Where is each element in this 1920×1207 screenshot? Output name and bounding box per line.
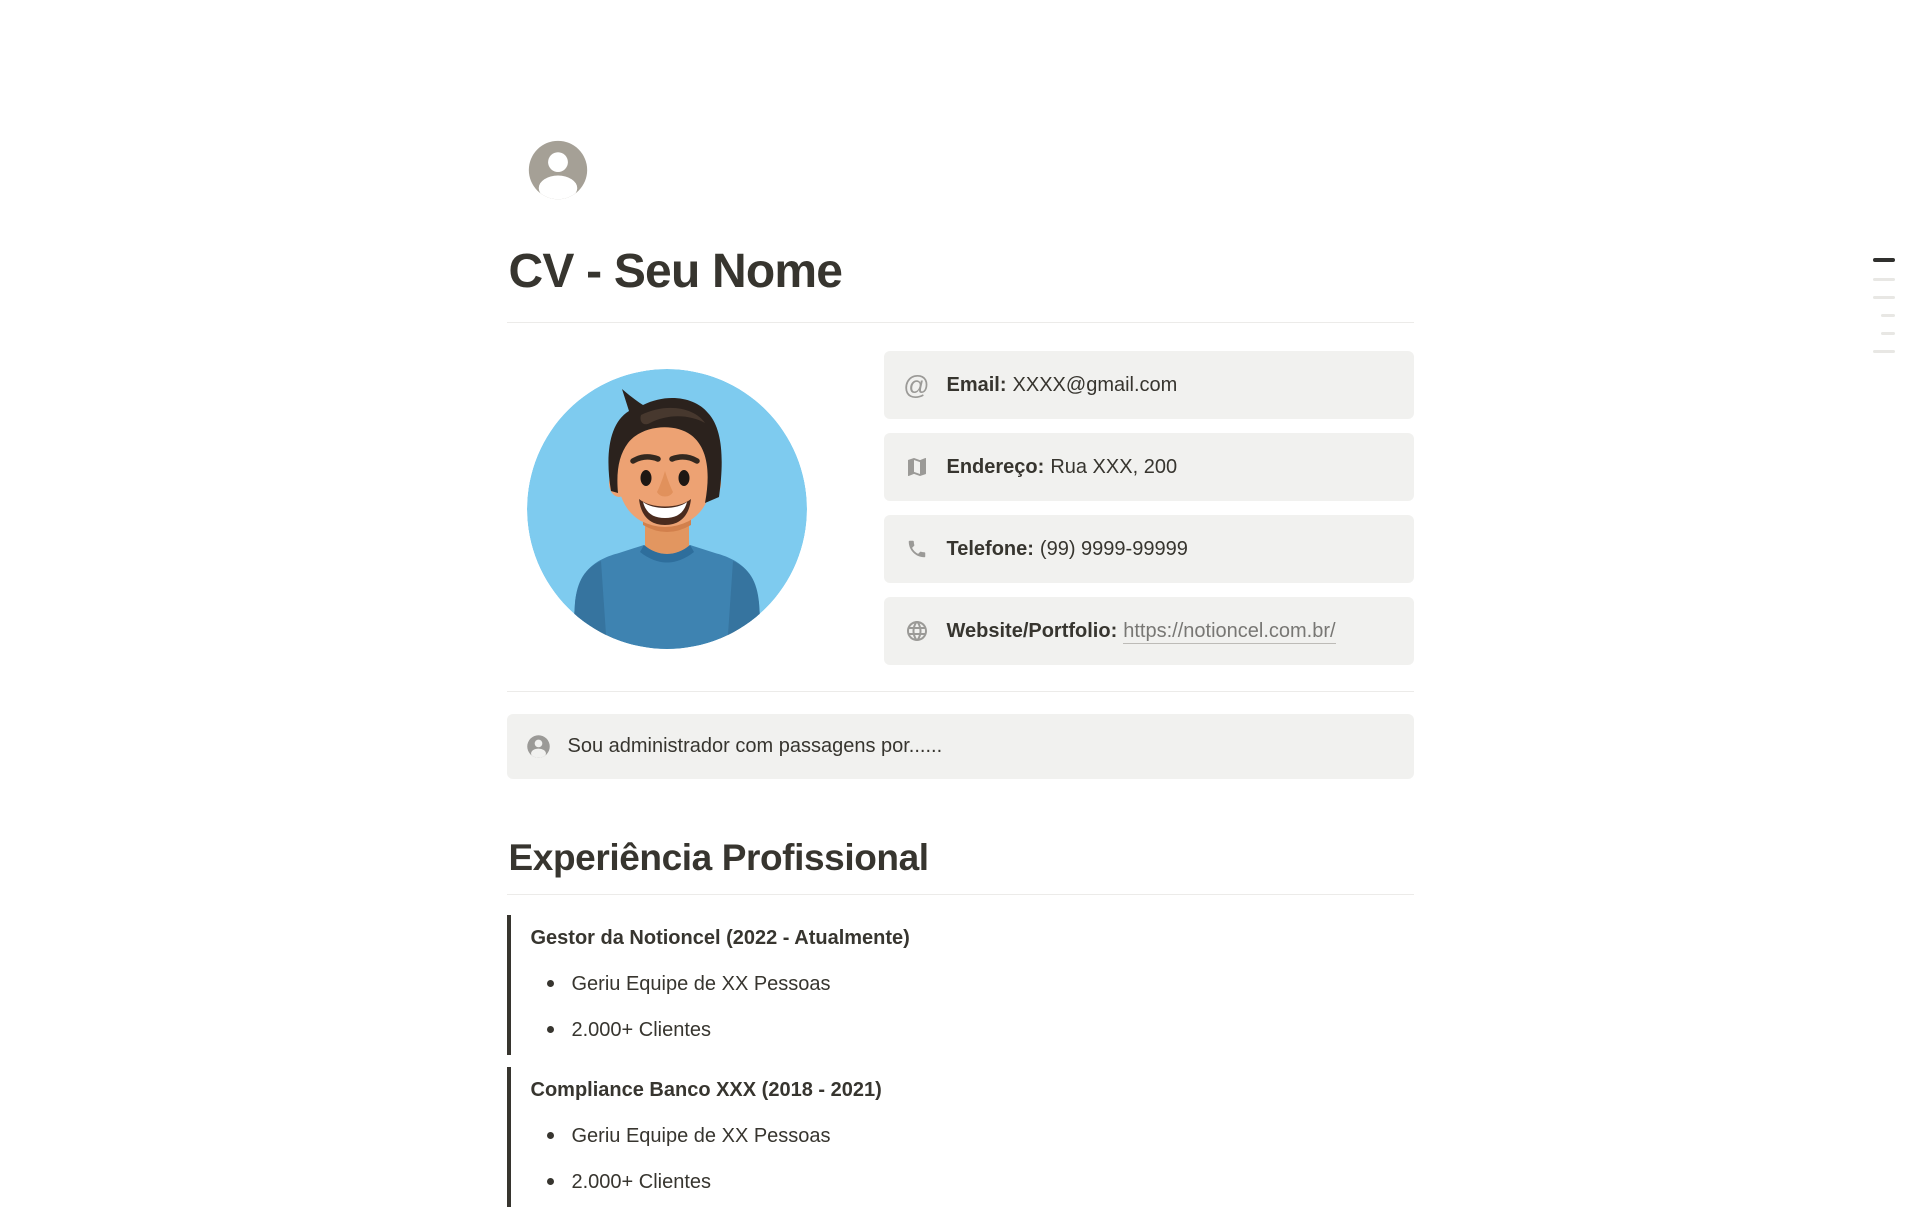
phone-label: Telefone: xyxy=(946,537,1034,560)
job-bullet: 2.000+ Clientes xyxy=(531,1167,1414,1197)
address-value: Rua XXX, 200 xyxy=(1050,455,1178,478)
page-person-icon[interactable] xyxy=(523,135,593,205)
toc-line[interactable] xyxy=(1873,278,1895,281)
phone-icon xyxy=(904,538,930,560)
divider-under-columns xyxy=(507,691,1414,692)
at-icon: @ xyxy=(903,369,930,400)
contact-row-phone xyxy=(884,515,1414,583)
toc-line[interactable] xyxy=(1881,314,1895,317)
job-bullet-list xyxy=(531,969,1414,1045)
job-bullet: Geriu Equipe de XX Pessoas xyxy=(531,969,1414,999)
job-block-1 xyxy=(507,915,1414,1055)
toc-line[interactable] xyxy=(1881,332,1895,335)
job-bullet-list xyxy=(531,1121,1414,1197)
job-title: Gestor da Notioncel (2022 - Atualmente) xyxy=(530,926,910,949)
summary-callout xyxy=(507,714,1414,779)
job-title: Compliance Banco XXX (2018 - 2021) xyxy=(530,1078,882,1101)
email-label: Email: xyxy=(946,373,1007,396)
contact-column xyxy=(884,351,1414,665)
job-bullet: Geriu Equipe de XX Pessoas xyxy=(531,1121,1414,1151)
email-value: XXXX@gmail.com xyxy=(1012,373,1178,396)
experience-heading: Experiência Profissional xyxy=(508,836,929,878)
website-link[interactable]: https://notioncel.com.br/ xyxy=(1123,619,1336,642)
contact-row-address xyxy=(884,433,1414,501)
globe-icon xyxy=(904,619,930,643)
job-bullet: 2.000+ Clientes xyxy=(531,1015,1414,1045)
toc-line[interactable] xyxy=(1873,296,1895,299)
page-body xyxy=(507,0,1414,1207)
person-circle-icon xyxy=(525,733,552,760)
page-title: CV - Seu Nome xyxy=(508,245,843,298)
divider-under-heading xyxy=(507,894,1414,895)
website-label: Website/Portfolio: xyxy=(946,619,1118,642)
phone-value: (99) 9999-99999 xyxy=(1039,537,1188,560)
contact-row-website xyxy=(884,597,1414,665)
photo-column xyxy=(507,351,847,665)
profile-photo[interactable] xyxy=(527,369,807,649)
address-label: Endereço: xyxy=(946,455,1045,478)
job-block-2 xyxy=(507,1067,1414,1207)
table-of-contents-indicator[interactable] xyxy=(1873,258,1895,353)
map-icon xyxy=(904,455,930,479)
toc-line[interactable] xyxy=(1873,350,1895,353)
profile-contact-columns xyxy=(507,323,1414,665)
callout-text: Sou administrador com passagens por...... xyxy=(567,734,943,757)
contact-row-email xyxy=(884,351,1414,419)
toc-line-active[interactable] xyxy=(1873,258,1895,262)
